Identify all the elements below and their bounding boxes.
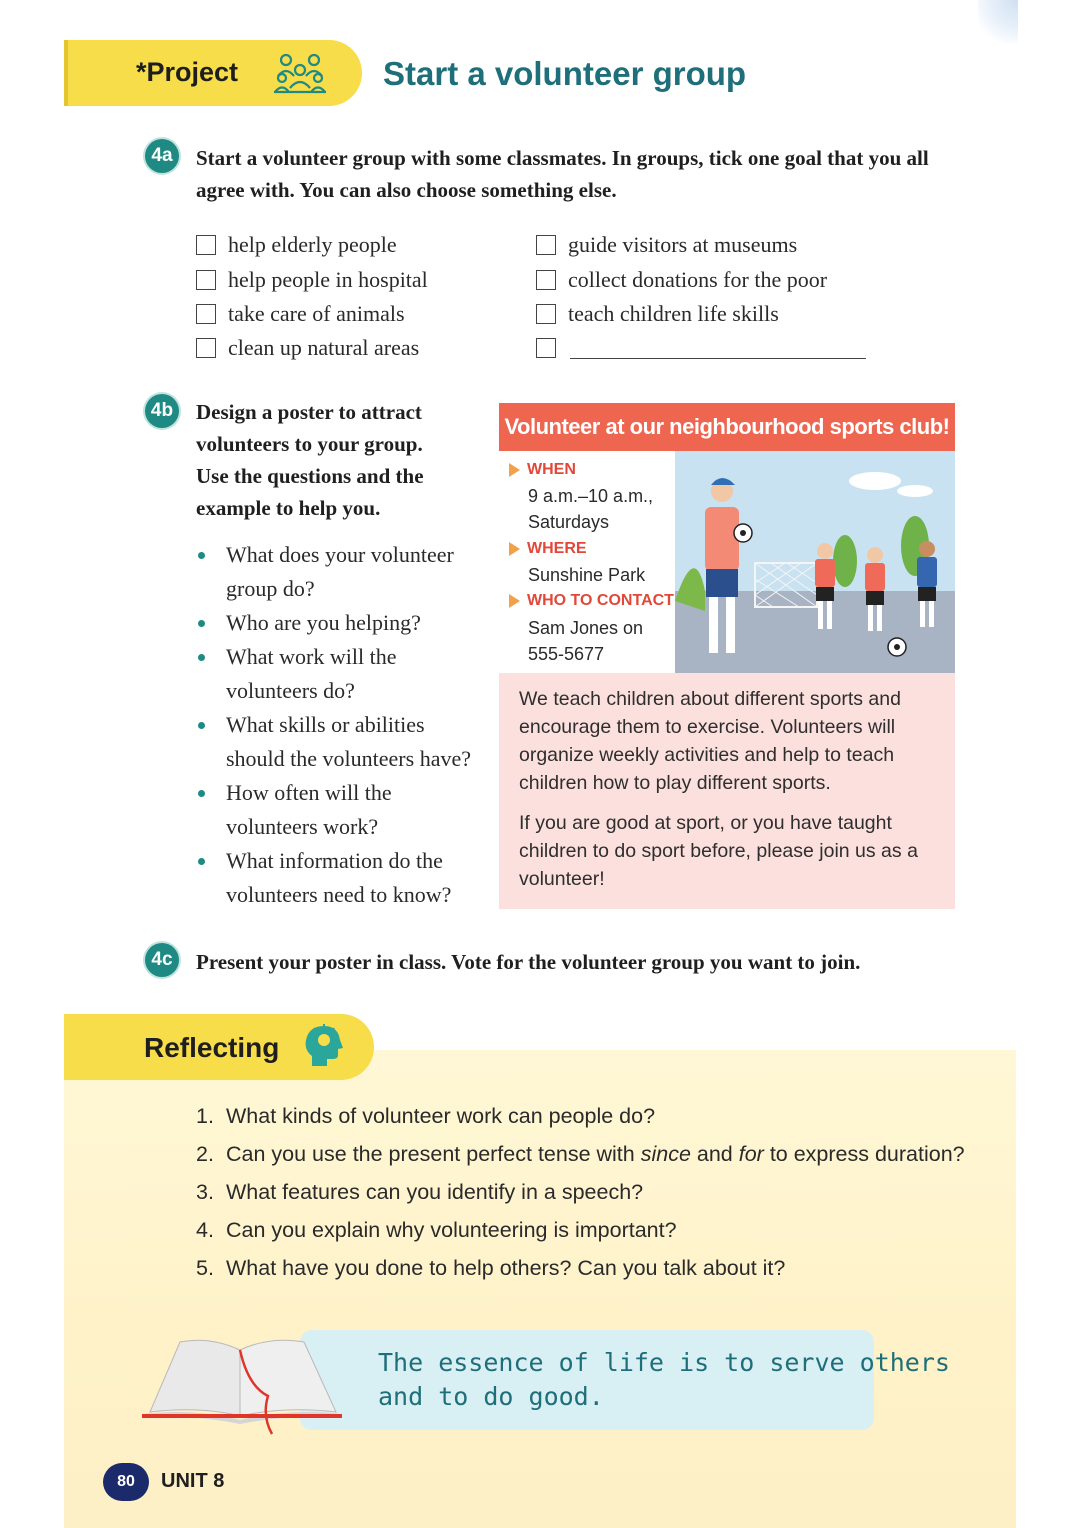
- contact-phone: 555-5677: [528, 644, 605, 664]
- when-time: 9 a.m.–10 a.m.,: [528, 486, 654, 506]
- instruction-4a-line1: Start a volunteer group with some classmates. In groups, tick one goal that you all: [196, 146, 929, 170]
- head-lightbulb-icon: [302, 1022, 344, 1072]
- item-text: What have you done to help others? Can you talk about it?: [226, 1256, 786, 1280]
- item-text: to express duration?: [763, 1142, 965, 1166]
- step-badge-4c: 4c: [145, 943, 179, 977]
- question-item: [196, 776, 496, 844]
- reflecting-item: [196, 1252, 965, 1290]
- poster-headline: Volunteer at our neighbourhood sports club!: [499, 403, 955, 451]
- example-poster: [499, 403, 955, 909]
- question-item: [196, 844, 496, 912]
- reflecting-item: [196, 1138, 965, 1176]
- item-text: Can you explain why volunteering is important?: [226, 1218, 677, 1242]
- quote-box: [300, 1330, 950, 1430]
- unit-label: UNIT 8: [161, 1470, 225, 1492]
- checkbox[interactable]: [196, 338, 216, 358]
- item-text: What kinds of volunteer work can people do?: [226, 1104, 656, 1128]
- checkbox[interactable]: [196, 235, 216, 255]
- goal-option-label: take care of animals: [228, 301, 405, 326]
- question-item: [196, 538, 496, 606]
- instruction-4c: Present your poster in class. Vote for the volunteer group you want to join.: [196, 950, 861, 974]
- quote-line: and to do good.: [378, 1382, 604, 1411]
- arrow-icon: [509, 463, 520, 477]
- where-value: Sunshine Park: [528, 565, 646, 585]
- reflecting-questions: [196, 1100, 965, 1290]
- item-number: 2.: [196, 1142, 214, 1166]
- item-emphasis: since: [640, 1142, 691, 1166]
- question-line: should the volunteers have?: [226, 746, 471, 771]
- when-day: Saturdays: [528, 512, 610, 532]
- page-title: Start a volunteer group: [383, 55, 747, 92]
- checkbox[interactable]: [536, 304, 556, 324]
- goal-option-label: guide visitors at museums: [568, 232, 798, 257]
- instruction-4b-line: example to help you.: [196, 496, 381, 520]
- goal-option[interactable]: [196, 228, 397, 262]
- instruction-4b-line: Use the questions and the: [196, 464, 424, 488]
- question-line: volunteers work?: [226, 814, 379, 839]
- item-text: What features can you identify in a speech?: [226, 1180, 644, 1204]
- reflecting-item: [196, 1176, 965, 1214]
- goal-option[interactable]: [196, 263, 428, 297]
- goal-option-label: teach children life skills: [568, 301, 779, 326]
- question-line: What does your volunteer: [226, 542, 454, 567]
- guiding-questions: [196, 538, 496, 912]
- checkbox[interactable]: [536, 338, 556, 358]
- other-goal-blank[interactable]: [570, 358, 866, 359]
- question-item: [196, 606, 496, 640]
- item-number: 3.: [196, 1180, 214, 1204]
- item-emphasis: for: [738, 1142, 764, 1166]
- quote-line: The essence of life is to serve others: [378, 1348, 950, 1377]
- step-badge-4b: 4b: [145, 394, 179, 428]
- question-line: What information do the: [226, 848, 443, 873]
- project-tab: [64, 40, 362, 106]
- question-line: group do?: [226, 576, 315, 601]
- goal-option-label: help people in hospital: [228, 267, 428, 292]
- instruction-4b-line: Design a poster to attract: [196, 400, 422, 424]
- contact-name: Sam Jones on: [528, 618, 644, 638]
- reflecting-item: [196, 1100, 965, 1138]
- item-number: 1.: [196, 1104, 214, 1128]
- page-margin: [1016, 0, 1080, 1528]
- question-item: [196, 640, 496, 708]
- group-people-icon: [272, 52, 328, 94]
- project-label: *Project: [136, 57, 239, 87]
- item-number: 5.: [196, 1256, 214, 1280]
- checkbox[interactable]: [536, 270, 556, 290]
- poster-paragraph-2: If you are good at sport, or you have taught children to do sport before, please join us as a volunteer!: [519, 812, 918, 890]
- checkbox[interactable]: [536, 235, 556, 255]
- question-item: [196, 708, 496, 776]
- contact-label: WHO TO CONTACT: [527, 592, 674, 609]
- question-line: How often will the: [226, 780, 392, 805]
- open-book-icon: [140, 1336, 344, 1436]
- arrow-icon: [509, 542, 520, 556]
- poster-paragraph-1: We teach children about different sports and encourage them to exercise. Volunteers will organize weekly activities and help to teach children how to play different sports.: [519, 688, 901, 794]
- checkbox[interactable]: [196, 304, 216, 324]
- arrow-icon: [509, 594, 520, 608]
- instruction-4a: [196, 142, 996, 206]
- item-text: Can you use the present perfect tense with: [226, 1142, 641, 1166]
- checkbox[interactable]: [196, 270, 216, 290]
- item-text: and: [690, 1142, 739, 1166]
- instruction-4b-line: volunteers to your group.: [196, 432, 423, 456]
- instruction-4a-line2: agree with. You can also choose something else.: [196, 178, 617, 202]
- when-label: WHEN: [527, 461, 576, 478]
- question-line: volunteers need to know?: [226, 882, 452, 907]
- goal-option[interactable]: [196, 297, 405, 331]
- goal-option-label: clean up natural areas: [228, 335, 420, 360]
- where-label: WHERE: [527, 540, 587, 557]
- reflecting-tab: [64, 1014, 374, 1080]
- question-line: What work will the: [226, 644, 397, 669]
- corner-decoration: [978, 0, 1018, 44]
- goal-option-label: help elderly people: [228, 232, 397, 257]
- step-badge-4a: 4a: [145, 139, 179, 173]
- soccer-coach-illustration: [675, 451, 955, 673]
- instruction-4b: [196, 396, 496, 524]
- goal-option[interactable]: [536, 228, 797, 262]
- goal-option[interactable]: [196, 331, 419, 365]
- goal-option[interactable]: [536, 263, 827, 297]
- page-number: 80: [103, 1463, 149, 1501]
- question-line: volunteers do?: [226, 678, 355, 703]
- question-line: Who are you helping?: [226, 610, 421, 635]
- reflecting-item: [196, 1214, 965, 1252]
- goal-option-other[interactable]: [536, 331, 568, 365]
- item-number: 4.: [196, 1218, 214, 1242]
- reflecting-label: Reflecting: [144, 1032, 280, 1063]
- quote-text: [378, 1346, 950, 1414]
- question-line: What skills or abilities: [226, 712, 425, 737]
- goal-option-label: collect donations for the poor: [568, 267, 828, 292]
- goal-option[interactable]: [536, 297, 779, 331]
- poster-info-panel: [499, 451, 675, 673]
